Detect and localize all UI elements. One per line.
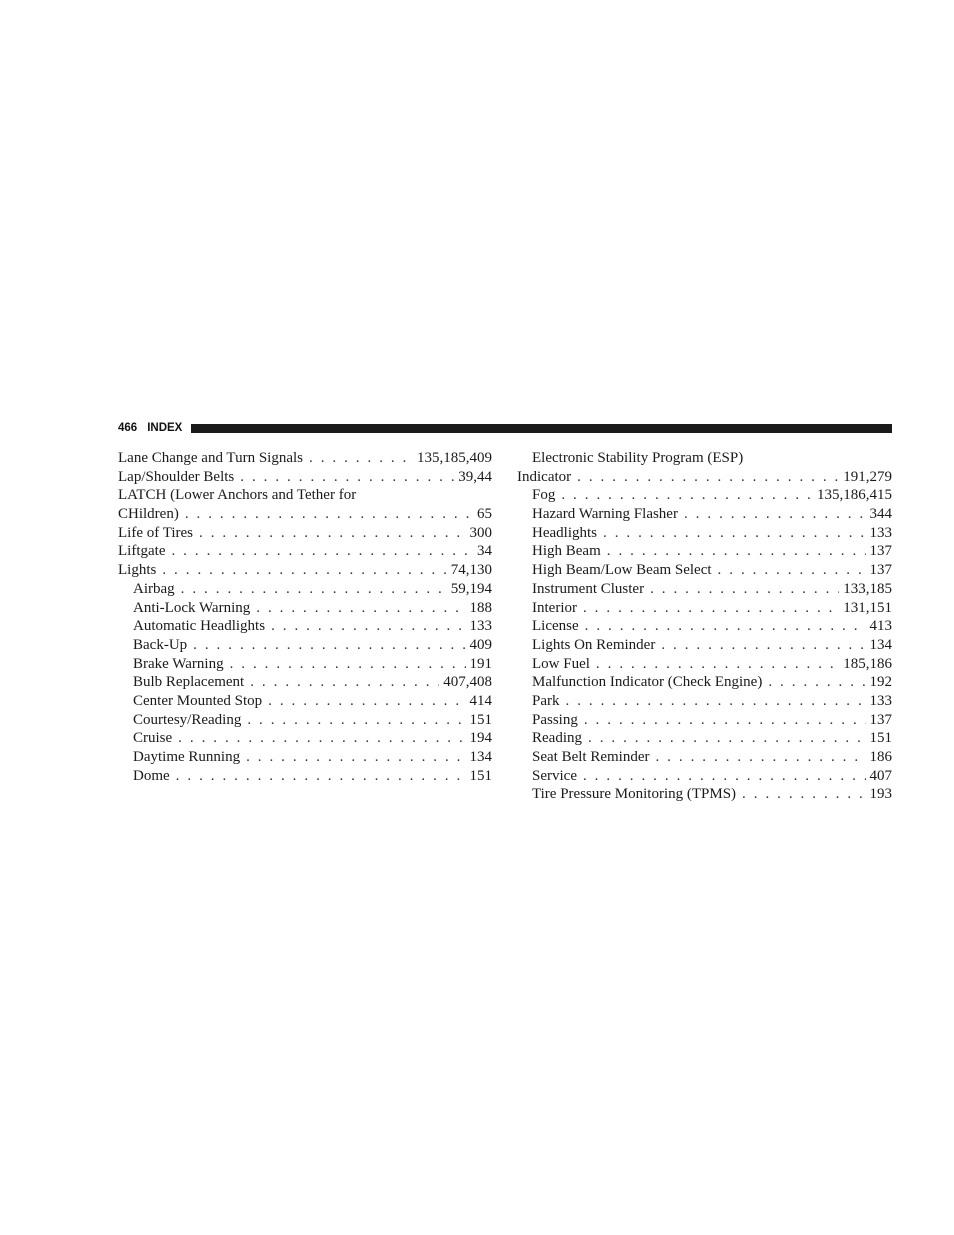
entry-page-numbers: 151 xyxy=(469,711,492,728)
entry-label: Back-Up xyxy=(133,636,188,653)
dot-leader xyxy=(603,524,866,543)
entry-label: Center Mounted Stop xyxy=(133,692,263,709)
entry-page-numbers: 413 xyxy=(869,618,892,635)
dot-leader xyxy=(577,468,839,487)
index-entry xyxy=(517,785,892,804)
entry-page-numbers: 134 xyxy=(869,636,892,653)
entry-page-numbers: 185,186 xyxy=(843,655,892,672)
entry-label: LATCH (Lower Anchors and Tether for xyxy=(118,487,357,504)
entry-label: Liftgate xyxy=(118,543,166,560)
dot-leader xyxy=(256,599,465,618)
index-entry xyxy=(118,542,492,561)
dot-leader xyxy=(650,580,839,599)
dot-leader xyxy=(768,673,865,692)
entry-label: Lap/Shoulder Belts xyxy=(118,468,235,485)
index-entry xyxy=(118,617,492,636)
dot-leader xyxy=(193,636,465,655)
entry-page-numbers: 59,194 xyxy=(450,580,492,597)
entry-label: Interior xyxy=(532,599,577,616)
index-entry xyxy=(517,617,892,636)
entry-label: CHildren) xyxy=(118,506,179,523)
entry-page-numbers: 39,44 xyxy=(458,468,492,485)
entry-page-numbers: 407,408 xyxy=(443,674,492,691)
dot-leader xyxy=(162,561,446,580)
entry-page-numbers: 344 xyxy=(869,506,892,523)
index-entry xyxy=(118,449,492,468)
index-entry xyxy=(517,711,892,730)
entry-label: Lane Change and Turn Signals xyxy=(118,450,303,466)
entry-label: Lights On Reminder xyxy=(532,636,656,653)
dot-leader xyxy=(271,617,465,636)
index-entry xyxy=(517,449,892,468)
entry-label: Daytime Running xyxy=(133,749,241,765)
entry-page-numbers: 414 xyxy=(469,692,492,709)
dot-leader xyxy=(309,449,413,468)
index-entry xyxy=(517,636,892,655)
dot-leader xyxy=(742,785,865,804)
dot-leader xyxy=(185,505,473,524)
entry-label: Reading xyxy=(532,730,582,747)
entry-label: Airbag xyxy=(133,580,175,597)
dot-leader xyxy=(607,542,866,561)
entry-label: Anti-Lock Warning xyxy=(133,599,251,616)
index-entry xyxy=(517,468,892,487)
entry-page-numbers: 151 xyxy=(869,730,892,747)
dot-leader xyxy=(199,524,466,543)
index-entry xyxy=(517,673,892,692)
dot-leader xyxy=(246,748,465,767)
dot-leader xyxy=(583,599,839,618)
entry-page-numbers: 407 xyxy=(869,767,892,784)
dot-leader xyxy=(178,729,465,748)
index-entry xyxy=(517,580,892,599)
index-entry xyxy=(118,486,492,505)
entry-label: Cruise xyxy=(133,730,173,747)
dot-leader xyxy=(247,711,465,730)
index-entry xyxy=(118,505,492,524)
entry-page-numbers: 192 xyxy=(869,674,892,691)
entry-page-numbers: 151 xyxy=(469,767,492,784)
entry-label: Lights xyxy=(118,562,157,579)
dot-leader xyxy=(584,711,866,730)
entry-page-numbers: 191 xyxy=(469,655,492,672)
entry-label: Passing xyxy=(532,711,578,728)
dot-leader xyxy=(585,617,866,636)
dot-leader xyxy=(684,505,866,524)
page-number: 466 xyxy=(118,422,138,434)
index-entry xyxy=(118,655,492,674)
entry-page-numbers: 137 xyxy=(869,543,892,560)
index-entry xyxy=(118,468,492,487)
index-entry xyxy=(118,636,492,655)
entry-label: Low Fuel xyxy=(532,655,590,672)
entry-page-numbers: 74,130 xyxy=(450,562,492,579)
index-column-left xyxy=(118,449,492,785)
entry-page-numbers: 137 xyxy=(869,711,892,728)
entry-page-numbers: 133 xyxy=(869,524,892,541)
index-entry xyxy=(517,729,892,748)
entry-label: Brake Warning xyxy=(133,655,224,672)
index-entry xyxy=(118,692,492,711)
entry-page-numbers: 186 xyxy=(869,749,892,765)
entry-label: Automatic Headlights xyxy=(133,618,266,635)
entry-label: Park xyxy=(532,692,560,709)
header-rule xyxy=(191,424,892,433)
entry-label: Dome xyxy=(133,767,170,784)
entry-page-numbers: 133,185 xyxy=(843,580,892,597)
index-entry xyxy=(118,580,492,599)
index-entry xyxy=(118,711,492,730)
index-entry xyxy=(118,748,492,767)
entry-page-numbers: 137 xyxy=(869,562,892,579)
dot-leader xyxy=(596,655,839,674)
index-entry xyxy=(517,486,892,505)
entry-label: License xyxy=(532,618,579,635)
index-column-right xyxy=(517,449,892,804)
dot-leader xyxy=(230,655,466,674)
dot-leader xyxy=(561,486,813,505)
entry-label: Service xyxy=(532,767,577,784)
entry-page-numbers: 65 xyxy=(477,506,492,523)
dot-leader xyxy=(250,673,439,692)
entry-page-numbers: 300 xyxy=(469,524,492,541)
index-entry xyxy=(517,505,892,524)
index-entry xyxy=(517,692,892,711)
dot-leader xyxy=(171,542,473,561)
entry-label: Life of Tires xyxy=(118,524,193,541)
entry-label: Seat Belt Reminder xyxy=(532,749,650,765)
entry-page-numbers: 191,279 xyxy=(843,468,892,485)
entry-label: Electronic Stability Program (ESP) xyxy=(532,450,744,466)
index-entry xyxy=(517,599,892,618)
entry-page-numbers: 134 xyxy=(469,749,492,765)
index-entry xyxy=(517,767,892,786)
section-title: INDEX xyxy=(147,422,183,434)
entry-label: Fog xyxy=(532,487,556,504)
entry-page-numbers: 194 xyxy=(469,730,492,747)
index-entry xyxy=(517,524,892,543)
dot-leader xyxy=(588,729,866,748)
dot-leader xyxy=(181,580,447,599)
entry-label: Tire Pressure Monitoring (TPMS) xyxy=(532,786,737,803)
entry-page-numbers: 133 xyxy=(469,618,492,635)
entry-label: Hazard Warning Flasher xyxy=(532,506,678,523)
entry-label: Bulb Replacement xyxy=(133,674,245,691)
entry-page-numbers: 188 xyxy=(469,599,492,616)
entry-label: Indicator xyxy=(517,468,572,485)
dot-leader xyxy=(718,561,866,580)
entry-page-numbers: 131,151 xyxy=(843,599,892,616)
entry-page-numbers: 135,186,415 xyxy=(817,487,892,504)
entry-label: High Beam/Low Beam Select xyxy=(532,562,712,579)
entry-label: Malfunction Indicator (Check Engine) xyxy=(532,674,763,691)
index-entry xyxy=(517,561,892,580)
dot-leader xyxy=(566,692,866,711)
entry-page-numbers: 133 xyxy=(869,692,892,709)
index-entry xyxy=(517,655,892,674)
entry-page-numbers: 409 xyxy=(469,636,492,653)
dot-leader xyxy=(655,748,865,767)
entry-label: Headlights xyxy=(532,524,597,541)
index-entry xyxy=(118,729,492,748)
entry-label: Courtesy/Reading xyxy=(133,711,242,728)
index-entry xyxy=(118,767,492,786)
dot-leader xyxy=(268,692,465,711)
dot-leader xyxy=(661,636,865,655)
page-header xyxy=(118,418,892,438)
dot-leader xyxy=(240,468,454,487)
index-entry xyxy=(517,542,892,561)
entry-page-numbers: 34 xyxy=(477,543,492,560)
entry-page-numbers: 193 xyxy=(869,786,892,803)
entry-label: Instrument Cluster xyxy=(532,580,645,597)
index-entry xyxy=(118,599,492,618)
entry-label: High Beam xyxy=(532,543,601,560)
dot-leader xyxy=(176,767,466,786)
index-entry xyxy=(118,561,492,580)
index-entry xyxy=(118,524,492,543)
index-entry xyxy=(517,748,892,767)
entry-page-numbers: 135,185,409 xyxy=(417,450,492,466)
dot-leader xyxy=(583,767,866,786)
index-entry xyxy=(118,673,492,692)
